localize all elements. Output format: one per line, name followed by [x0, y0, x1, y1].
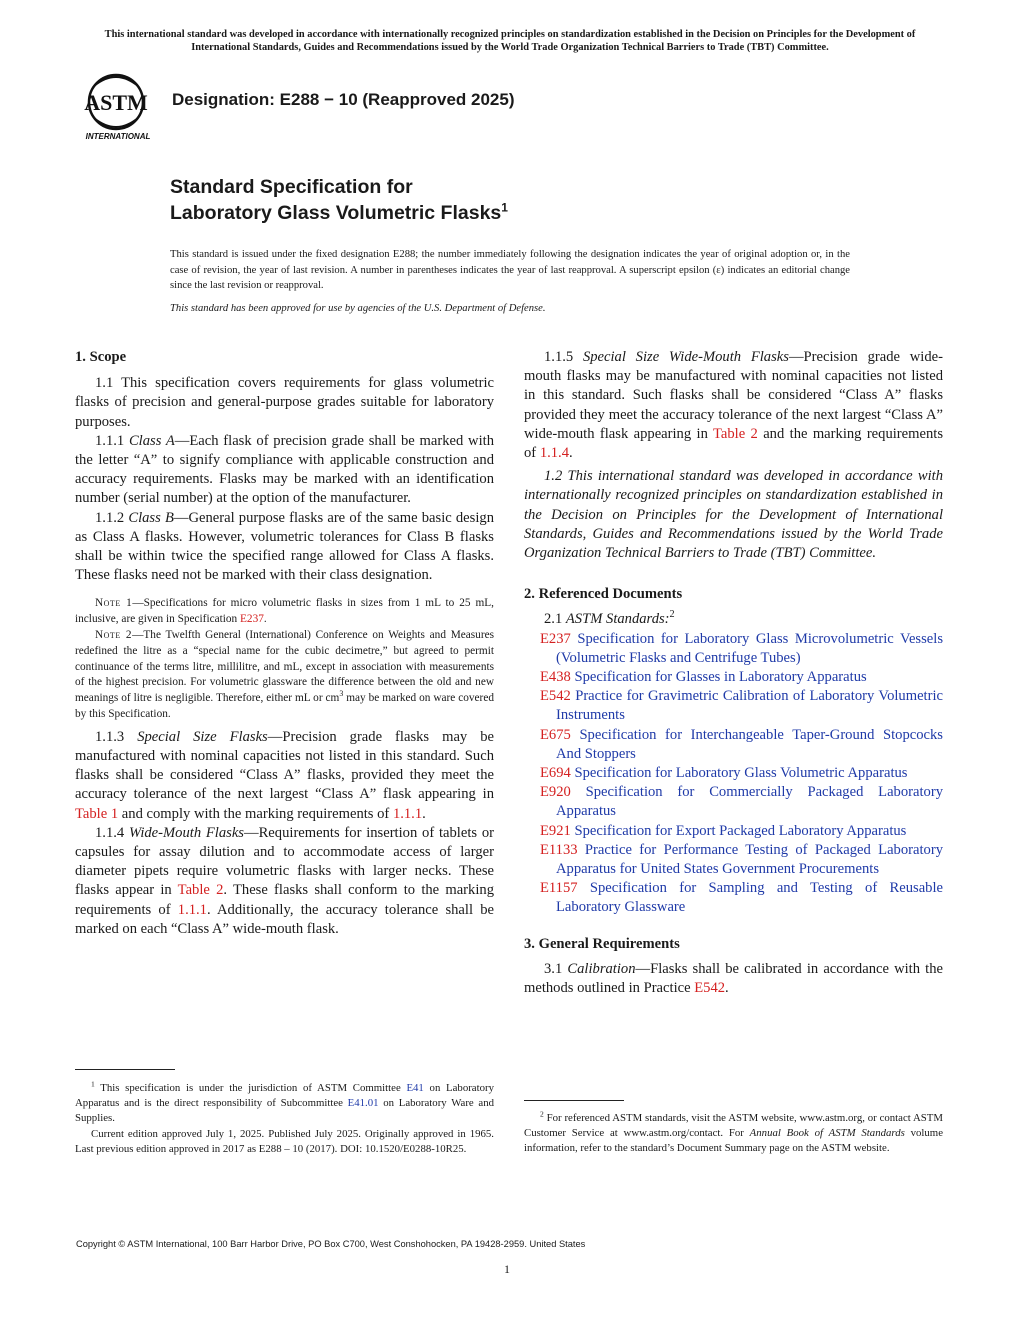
- footnote-mark: 2: [540, 1109, 544, 1119]
- paragraph-3-1: [524, 960, 943, 998]
- astm-logo-graphic: [74, 72, 162, 144]
- issuance-statement: This standard is issued under the fixed designation E288; the number immediately following the designation indicates the year of original adoption or, in the case of revision, the year of last revision. A number in parentheses indicates the year of last reapproval. A superscript epsilon (ε) indicates an editorial change since the last revision or reapproval.: [170, 249, 850, 291]
- note-end: .: [263, 613, 267, 626]
- astm-logo: [74, 72, 162, 144]
- term-special-size: Special Size Flasks: [137, 728, 268, 745]
- paragraph-1-2: 1.2 This international standard was developed in accordance with internationally recognized principles on standardization established in the Decision on Principles for the Development of International Standards, Guides and Recommendations issued by the World Trade Organization Technical Barriers to Trade (TBT) Committee.: [524, 468, 943, 562]
- paragraph-1-1-5: [524, 348, 943, 463]
- footnote-text: This specification is under the jurisdiction of ASTM Committee: [94, 1082, 407, 1094]
- paragraph-text: —Requirements for insertion of tablets or capsules for assay dilution and to accommodate access of larger diameter pipets require volumetric flasks with larger necks. These flasks appear in: [75, 824, 494, 899]
- page-number: 1: [504, 1262, 510, 1276]
- reference-title[interactable]: Specification for Sampling and Testing of Reusable Laboratory Glassware: [556, 880, 943, 916]
- term-astm-standards: ASTM Standards:: [565, 611, 670, 628]
- section-heading-general-requirements: 3. General Requirements: [524, 935, 680, 952]
- paragraph-number: 3.1: [544, 960, 568, 977]
- reference-link-e237[interactable]: E237: [240, 613, 264, 626]
- link-section-1-1-1[interactable]: 1.1.1: [392, 805, 423, 822]
- section-heading-scope: 1. Scope: [75, 349, 127, 365]
- footnote-text: volume information, refer to the standard’s Document Summary page on the ASTM website.: [524, 1127, 943, 1155]
- note-1: [75, 596, 494, 628]
- reference-item[interactable]: [524, 687, 943, 725]
- right-column: [524, 348, 943, 998]
- footnote-rule-left: [75, 1069, 175, 1070]
- title-line-1: Standard Specification for: [170, 176, 413, 198]
- link-table-2[interactable]: Table 2: [712, 425, 758, 442]
- reference-code[interactable]: E438: [540, 669, 571, 686]
- footnote-mark: 2: [669, 609, 675, 621]
- reference-item[interactable]: [524, 841, 943, 879]
- link-section-1-1-1[interactable]: 1.1.1: [177, 901, 207, 918]
- footnote-2: [524, 1111, 943, 1157]
- paragraph-number: 1.1.3: [95, 728, 138, 745]
- left-column: [75, 348, 494, 939]
- term-class-a: Class A: [128, 432, 175, 449]
- copyright-line: Copyright © ASTM International, 100 Barr Harbor Drive, PO Box C700, West Conshohocken, PA 19428-2959. United States: [76, 1239, 586, 1249]
- reference-item[interactable]: [524, 630, 943, 668]
- paragraph-text: —Each flask of precision grade shall be marked with the letter “A” to signify compliance with applicable construction and accuracy requirements. Flasks may be marked with an identification number (serial number) at the option of the manufacturer.: [75, 432, 494, 507]
- reference-title[interactable]: Specification for Glasses in Laboratory Apparatus: [574, 669, 867, 686]
- reference-title[interactable]: Practice for Performance Testing of Packaged Laboratory Apparatus for United States Government Procurements: [556, 841, 943, 878]
- international-standard-notice: This international standard was developed in accordance with internationally recognized principles on standardization established in the Decision on Principles for the Development of International Standards, Guides and Recommendations issued by the World Trade Organization Technical Barriers to Trade (TBT) Committee.: [104, 29, 916, 53]
- designation: Designation: E288 − 10 (Reapproved 2025): [172, 90, 515, 109]
- reference-code[interactable]: E694: [540, 765, 571, 782]
- link-table-2[interactable]: Table 2: [177, 882, 224, 899]
- paragraph-1-1: 1.1 This specification covers requirements for glass volumetric flasks of precision and general-purpose grades suitable for laboratory purposes.: [75, 375, 494, 430]
- reference-title[interactable]: Specification for Laboratory Glass Microvolumetric Vessels (Volumetric Flasks and Centrifuge Tubes): [556, 630, 943, 666]
- paragraph-2-1: [524, 610, 943, 629]
- term-wide-mouth: Wide-Mouth Flasks: [128, 824, 244, 841]
- paragraph-text: —Flasks shall be calibrated in accordance with the methods outlined in Practice: [524, 960, 944, 997]
- footnote-text: on Laboratory Ware and Supplies.: [75, 1097, 494, 1125]
- paragraph-1-1-1: [75, 432, 494, 509]
- paragraph-number: 1.1.2: [95, 509, 129, 526]
- logo-subtext: INTERNATIONAL: [85, 132, 151, 141]
- link-e542[interactable]: E542: [694, 980, 726, 997]
- note-label: Note 2: [95, 629, 133, 642]
- paragraph-text: —Precision grade flasks may be manufactured with nominal capacities not listed in this standard. Such flasks shall be considered “Class A” flasks, provided they meet the accuracy tolerance of the next largest “Class A” flask appearing in: [75, 728, 494, 803]
- paragraph-number: 1.1.4: [95, 824, 129, 841]
- footnote-1: [75, 1081, 494, 1157]
- note-end: may be marked on ware covered by this Specification.: [75, 692, 494, 721]
- reference-title[interactable]: Specification for Export Packaged Laboratory Apparatus: [574, 822, 907, 839]
- reference-item[interactable]: [524, 783, 943, 821]
- reference-code[interactable]: E675: [540, 726, 571, 743]
- reference-code[interactable]: E1133: [540, 841, 578, 858]
- link-committee-e41[interactable]: E41: [406, 1082, 424, 1094]
- superscript: 3: [339, 689, 344, 699]
- paragraph-1-1-2: [75, 509, 494, 586]
- paragraph-number: 1.1.1: [95, 432, 129, 449]
- footnote-rule-right: [524, 1100, 624, 1101]
- reference-title[interactable]: Specification for Commercially Packaged Laboratory Apparatus: [556, 784, 943, 820]
- section-heading-referenced-documents: 2. Referenced Documents: [524, 586, 683, 603]
- reference-code[interactable]: E1157: [540, 880, 578, 897]
- footnote-mark: 1: [91, 1079, 95, 1089]
- paragraph-1-1-4: [75, 824, 494, 939]
- note-text: —Specifications for micro volumetric flasks in sizes from 1 mL to 25 mL, inclusive, are given in Specification: [75, 597, 494, 626]
- document-title: [170, 174, 508, 226]
- footnote-text: For referenced ASTM standards, visit the ASTM website, www.astm.org, or contact ASTM Customer Service at www.astm.org/contact. For: [524, 1112, 943, 1140]
- footnote-italic: Annual Book of ASTM Standards: [749, 1127, 905, 1140]
- reference-item[interactable]: [524, 822, 943, 841]
- term-class-b: Class B: [128, 509, 174, 526]
- link-table-1[interactable]: Table 1: [75, 805, 119, 822]
- paragraph-text: and the marking requirements of: [524, 425, 944, 462]
- reference-item[interactable]: [524, 764, 943, 783]
- reference-title[interactable]: Practice for Gravimetric Calibration of Laboratory Volumetric Instruments: [556, 688, 943, 724]
- reference-code[interactable]: E237: [540, 630, 571, 647]
- link-section-1-1-4[interactable]: 1.1.4: [539, 445, 569, 462]
- title-text: Laboratory Glass Volumetric Flasks: [170, 202, 502, 224]
- note-label: Note 1: [95, 597, 133, 610]
- reference-code[interactable]: E542: [540, 688, 571, 705]
- paragraph-1-1-3: [75, 728, 494, 824]
- link-subcommittee-e41-01[interactable]: E41.01: [347, 1097, 379, 1110]
- note-text: —The Twelfth General (International) Conference on Weights and Measures redefined the litre as a “special name for the cubic decimetre,” but agreed to permit continuance of the terms litre, millilitre, and mL, except in association with measurements of the highest precision. For volumetric glassware the difference between the old and new meanings of litre is negligible. Therefore, either mL or cm: [75, 629, 494, 705]
- title-footnote-mark: 1: [501, 200, 508, 215]
- reference-item[interactable]: [524, 668, 943, 687]
- reference-code[interactable]: E920: [540, 784, 571, 801]
- paragraph-text: . These flasks shall conform to the marking requirements of: [75, 882, 494, 918]
- paragraph-text: and comply with the marking requirements of: [118, 805, 393, 822]
- footnote-edition: Current edition approved July 1, 2025. Published July 2025. Originally approved in 1965. Last previous edition approved in 2017 as E288 – 10 (2017). DOI: 10.1520/E0288-10R25.: [75, 1127, 494, 1155]
- paragraph-number: 2.1: [544, 611, 566, 628]
- paragraph-number: 1.1.5: [544, 349, 583, 365]
- reference-code[interactable]: E921: [540, 822, 571, 839]
- term-special-wide-mouth: Special Size Wide-Mouth Flasks: [582, 349, 789, 365]
- note-2: [75, 628, 494, 723]
- paragraph-text: —Precision grade wide-mouth flasks may be manufactured with nominal capacities not listed in this standard. Such flasks shall be considered “Class A” flasks provided they meet the accuracy tolerance of the next largest “Class A” wide-mouth flask appearing in: [524, 349, 943, 442]
- reference-title[interactable]: Specification for Interchangeable Taper-Ground Stopcocks And Stoppers: [556, 726, 943, 762]
- referenced-documents-list: [524, 630, 943, 918]
- logo-text: ASTM: [84, 90, 148, 115]
- reference-item[interactable]: [524, 879, 943, 917]
- reference-item[interactable]: [524, 726, 943, 764]
- paragraph-end: .: [725, 980, 729, 997]
- paragraph-end: .: [422, 805, 426, 822]
- dod-approval-statement: This standard has been approved for use by agencies of the U.S. Department of Defense.: [170, 303, 546, 314]
- paragraph-text: . Additionally, the accuracy tolerance shall be marked on each “Class A” wide-mouth flask.: [75, 901, 495, 937]
- reference-title[interactable]: Specification for Laboratory Glass Volumetric Apparatus: [574, 765, 908, 782]
- paragraph-end: .: [569, 445, 573, 462]
- term-calibration: Calibration: [567, 960, 636, 977]
- paragraph-text: —General purpose flasks are of the same basic design as Class A flasks. However, volumetric tolerances for Class B flasks shall be within twice the specified range allowed for Class A flasks. These flasks need not be marked with their class designation.: [75, 509, 494, 584]
- title-line-2: [170, 200, 508, 226]
- footnote-text: on Laboratory Apparatus and is the direct responsibility of Subcommittee: [75, 1082, 494, 1110]
